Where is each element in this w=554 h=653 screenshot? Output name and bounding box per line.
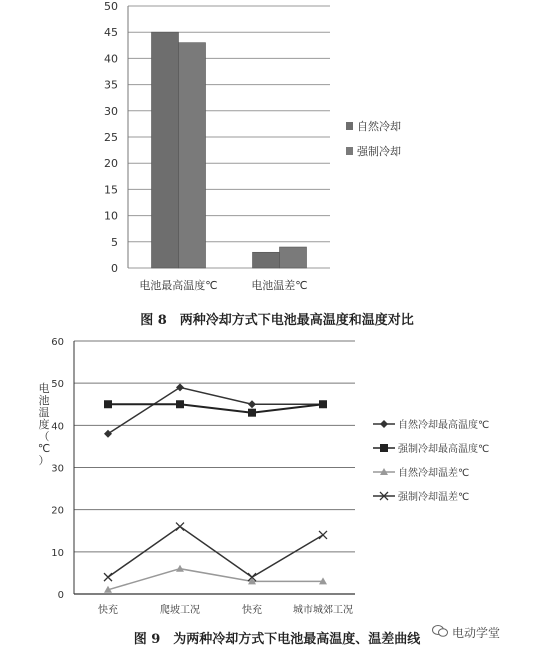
series-group — [104, 383, 327, 437]
series-line — [108, 569, 323, 590]
y-tick-label: 0 — [111, 262, 118, 275]
y-axis-label: 电池温度（℃） — [37, 382, 51, 467]
y-tick-label: 5 — [111, 235, 118, 249]
y-tick-label: 45 — [104, 26, 118, 40]
legend-label: 强制冷却最高温度℃ — [398, 444, 490, 455]
series-line — [108, 404, 323, 412]
marker-square — [104, 400, 112, 408]
marker-x — [319, 531, 327, 539]
x-tick-label: 电池最高温度℃ — [139, 279, 218, 292]
marker-square — [380, 444, 388, 452]
figure-9-caption: 图 9 为两种冷却方式下电池最高温度、温差曲线 — [133, 632, 421, 647]
y-tick-label: 20 — [51, 505, 64, 517]
marker-diamond — [176, 383, 184, 391]
marker-diamond — [248, 400, 256, 408]
y-tick-label: 20 — [104, 157, 118, 171]
x-tick-label: 电池温差℃ — [251, 279, 308, 292]
x-tick-label: 爬坡工况 — [160, 605, 200, 616]
marker-diamond — [380, 420, 388, 428]
marker-x — [176, 523, 184, 531]
y-tick-label: 15 — [104, 183, 118, 197]
marker-triangle — [176, 565, 184, 572]
y-tick-label: 10 — [51, 547, 64, 559]
legend-label: 自然冷却最高温度℃ — [398, 420, 490, 431]
wechat-icon — [432, 625, 448, 637]
y-tick-label: 40 — [104, 52, 118, 66]
legend-label: 强制冷却 — [357, 145, 401, 158]
marker-diamond — [104, 430, 112, 438]
legend-label: 自然冷却 — [357, 120, 401, 133]
y-tick-label: 0 — [57, 590, 64, 601]
marker-square — [319, 400, 327, 408]
x-tick-label: 快充 — [242, 605, 262, 616]
y-tick-label: 10 — [104, 209, 118, 223]
y-tick-label: 35 — [104, 78, 118, 92]
legend-label: 强制冷却温差℃ — [398, 492, 470, 503]
y-tick-label: 30 — [104, 104, 118, 118]
y-tick-label: 60 — [51, 337, 64, 348]
x-tick-label: 城市城郊工况 — [293, 605, 353, 616]
watermark-text: 电动学堂 — [452, 626, 501, 640]
y-tick-label: 50 — [104, 0, 118, 13]
y-tick-label: 40 — [51, 421, 64, 433]
series-group — [104, 565, 327, 593]
legend-label: 自然冷却温差℃ — [398, 468, 470, 479]
y-tick-label: 50 — [51, 379, 64, 391]
series-line — [108, 387, 323, 433]
marker-x — [104, 573, 112, 581]
y-tick-label: 25 — [104, 131, 118, 144]
marker-square — [248, 409, 256, 417]
x-tick-label: 快充 — [98, 605, 118, 616]
marker-square — [176, 400, 184, 408]
y-tick-label: 30 — [51, 463, 64, 475]
figure-8-caption: 图 8 两种冷却方式下电池最高温度和温度对比 — [140, 313, 414, 328]
